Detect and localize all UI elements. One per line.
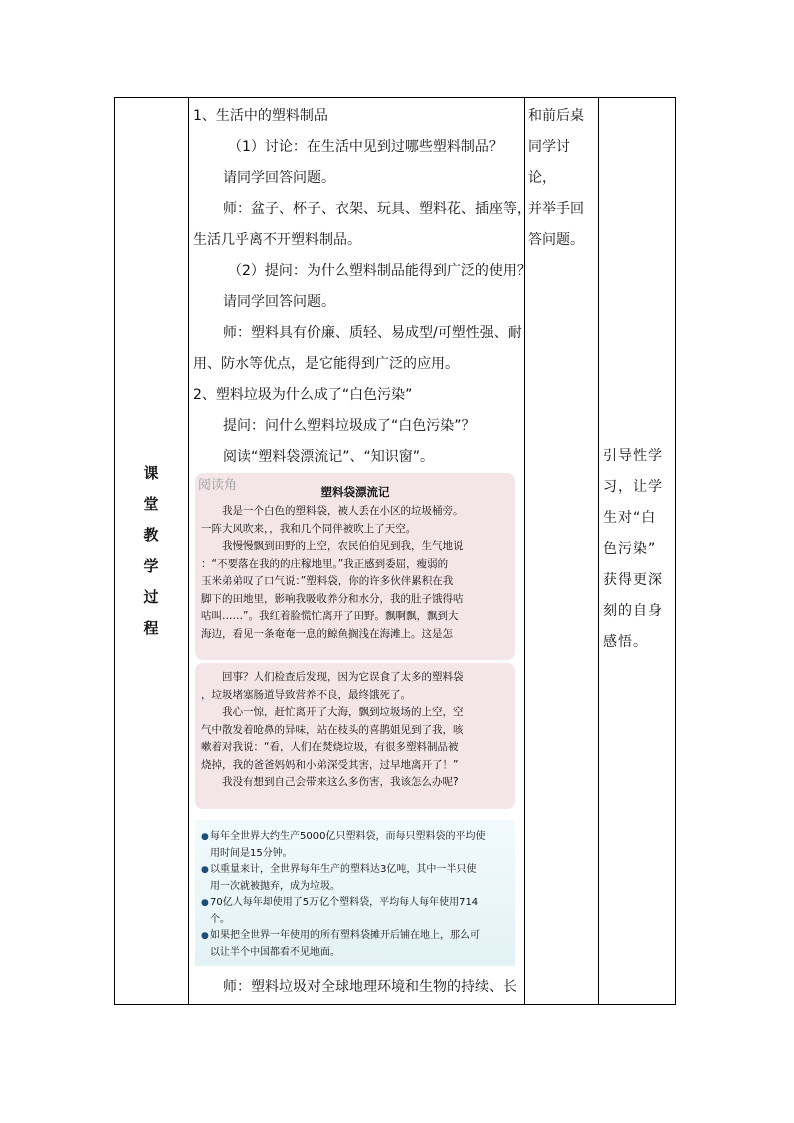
section-label xyxy=(141,458,161,644)
reading-line: 我是一个白色的塑料袋，被人丢在小区的垃圾桶旁。 xyxy=(222,505,464,517)
design-intent-line: 色污染” xyxy=(603,541,657,557)
reading-line: 玉米弟弟叹了口气说：”塑料袋，你的许多伙伴累积在我 xyxy=(201,575,454,587)
student-activity-line: 并举手回 xyxy=(528,201,584,217)
student-activity-line: 和前后桌 xyxy=(528,108,584,124)
design-intent-line: 习，让学 xyxy=(603,479,663,495)
fact-line: ● 如果把全世界一年使用的所有塑料袋摊开后铺在地上，那么可 xyxy=(201,928,507,945)
section-label-char: 课 xyxy=(143,464,159,482)
reading-line: 我没有想到自己会带来这么多伤害，我该怎么办呢? xyxy=(222,776,459,788)
design-intent-line: 生对“白 xyxy=(603,510,657,526)
content-line: 阅读“塑料袋漂流记”、“知识窗”。 xyxy=(223,449,435,465)
content-line: 请同学回答问题。 xyxy=(223,170,335,186)
fact-line: 用一次就被抛弃，成为垃圾。 xyxy=(210,880,340,892)
section-label-char: 程 xyxy=(143,619,159,637)
reading-line: 咕叫……”。我红着脸慌忙离开了田野。飘啊飘，飘到大 xyxy=(201,610,459,622)
content-line: （1）讨论：在生活中见到过哪些塑料制品？ xyxy=(228,139,503,155)
fact-line: 以让半个中国都看不见地面。 xyxy=(210,946,340,958)
reading-line: 烧掉，我的爸爸妈妈和小弟深受其害，过早地离开了！” xyxy=(201,758,459,771)
teacher-remark: 师：塑料垃圾对全球地理环境和生物的持续、长 xyxy=(223,979,517,995)
student-activity-line: 同学讨论， xyxy=(528,139,570,186)
content-line: 师：塑料具有价廉、质轻、易成型/可塑性强、耐 xyxy=(223,325,522,341)
section-label-char: 学 xyxy=(143,557,159,575)
reading-title: 塑料袋漂流记 xyxy=(320,485,390,499)
reading-tag: 阅读角 xyxy=(198,478,238,493)
bullet-icon: ● xyxy=(201,898,209,908)
reading-line: 回事？人们检查后发现，因为它误食了太多的塑料袋 xyxy=(222,671,464,683)
section-label-char: 过 xyxy=(143,588,159,606)
reading-corner-box-continued xyxy=(195,663,515,809)
content-line: 师：盆子、杯子、衣架、玩具、塑料花、插座等， xyxy=(223,201,531,217)
content-line: 用、防水等优点，是它能得到广泛的应用。 xyxy=(193,356,459,372)
fact-line: 用时间是15分钟。 xyxy=(210,847,293,859)
content-line: 生活几乎离不开塑料制品。 xyxy=(193,232,361,248)
reading-line: ：“不要落在我的的庄稼地里。”我正感到委屈，瘦弱的 xyxy=(201,557,449,570)
fact-line: 个。 xyxy=(210,913,230,925)
reading-line: 我心一惊，赶忙离开了大海，飘到垃圾场的上空，空 xyxy=(222,706,464,718)
design-intent-line: 刻的自身 xyxy=(603,603,663,619)
reading-line: 一阵大风吹来，，我和几个同伴被吹上了天空。 xyxy=(201,522,417,535)
knowledge-window-box xyxy=(195,820,515,966)
reading-line: 气中散发着呛鼻的异味，站在枝头的喜鹊姐见到了我，咳 xyxy=(201,723,464,736)
content-line: 请同学回答问题。 xyxy=(223,294,335,310)
content-line: （2）提问：为什么塑料制品能得到广泛的使用？ xyxy=(228,263,531,279)
student-activity-line: 答问题。 xyxy=(528,232,584,248)
design-intent-text xyxy=(603,441,671,658)
content-line: 1、生活中的塑料制品 xyxy=(193,108,328,124)
fact-line: ● 70亿人每年却使用了5万亿个塑料袋，平均每人每年使用714 xyxy=(201,895,507,912)
bullet-icon: ● xyxy=(201,832,209,842)
reading-corner-box xyxy=(195,473,515,660)
section-label-char: 教 xyxy=(143,526,159,544)
bullet-icon: ● xyxy=(201,865,209,875)
reading-line: 嗽着对我说：“看，人们在焚烧垃圾，有很多塑料制品被 xyxy=(201,741,459,753)
fact-line: ● 以重量来计，全世界每年生产的塑料达3亿吨，其中一半只使 xyxy=(201,862,507,879)
reading-text-part2 xyxy=(201,669,509,792)
reading-line: 我慢慢飘到田野的上空，农民伯伯见到我，生气地说 xyxy=(222,540,464,552)
content-line: 提问：问什么塑料垃圾成了“白色污染”？ xyxy=(223,418,476,434)
reading-text-part1 xyxy=(201,503,509,643)
reading-line: 脚下的田地里，影响我吸收养分和水分，我的肚子饿得咕 xyxy=(201,592,464,605)
bullet-icon: ● xyxy=(201,931,209,941)
student-activity-text xyxy=(528,101,594,256)
reading-line: 海边，看见一条奄奄一息的鲸鱼搁浅在海滩上。这是怎 xyxy=(201,627,453,640)
section-label-char: 堂 xyxy=(143,495,159,513)
design-intent-line: 引导性学 xyxy=(603,448,663,464)
fact-list xyxy=(201,829,507,961)
reading-line: ，垃圾堵塞肠道导致营养不良，最终饿死了。 xyxy=(201,688,411,701)
fact-line: ● 每年全世界大约生产5000亿只塑料袋，而每只塑料袋的平均使 xyxy=(201,829,507,846)
design-intent-line: 感悟。 xyxy=(603,634,648,650)
main-content xyxy=(193,101,531,473)
content-line: 2、塑料垃圾为什么成了“白色污染” xyxy=(193,387,413,403)
design-intent-line: 获得更深 xyxy=(603,572,663,588)
